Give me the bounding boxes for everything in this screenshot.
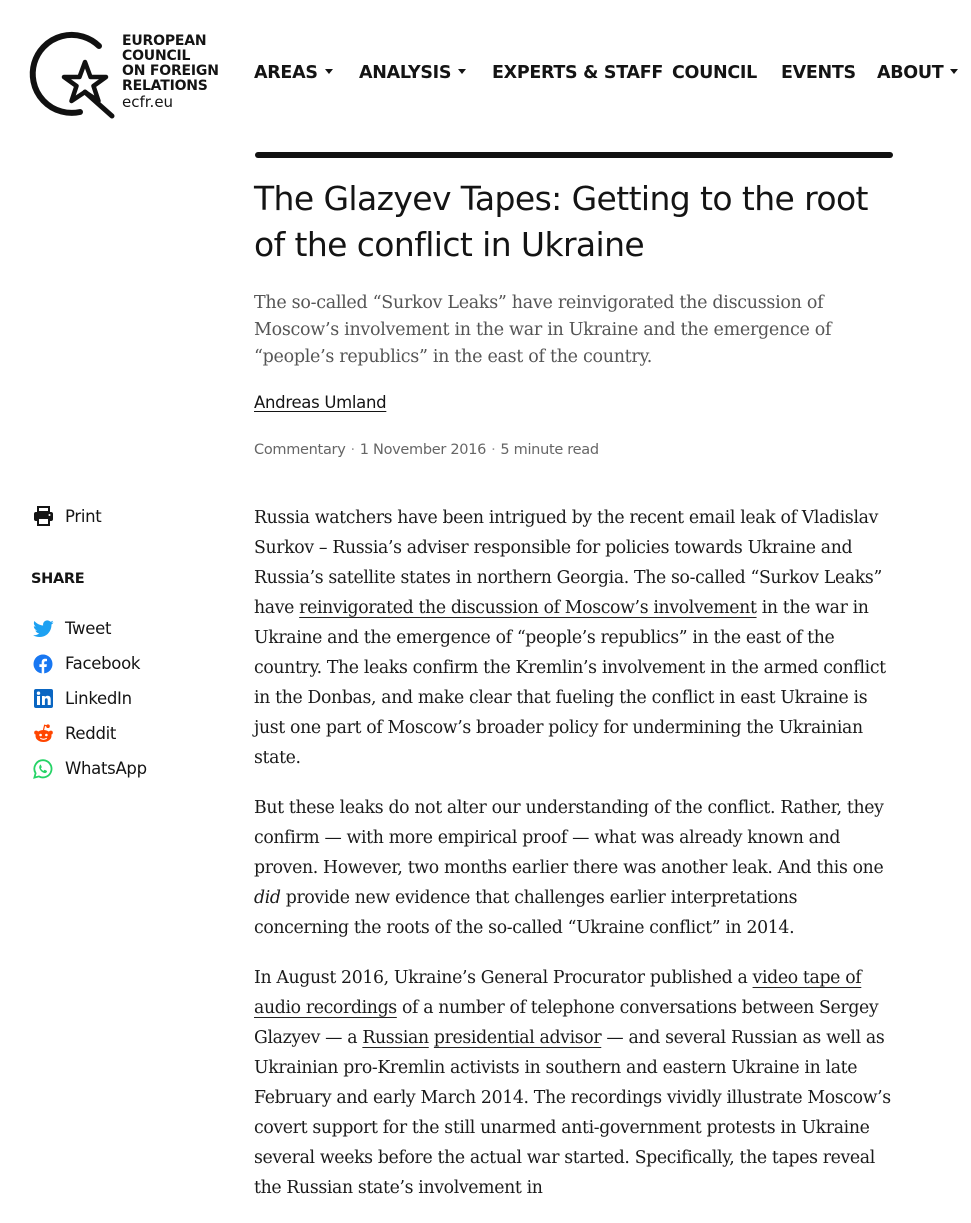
article-paragraph <box>254 503 894 773</box>
article-standfirst: The so-called “Surkov Leaks” have reinvigorated the discussion of Moscow’s involvement in the war in Ukraine and the emergence of “people’s republics” in the east of the country. <box>254 293 832 367</box>
nav-item-events[interactable] <box>781 63 856 83</box>
nav-item-about[interactable] <box>877 63 958 83</box>
article-title: The Glazyev Tapes: Getting to the root of the conflict in Ukraine <box>254 179 868 264</box>
logo-url: ecfr.eu <box>122 93 174 111</box>
article-read-time: 5 minute read <box>500 442 599 458</box>
meta-separator: · <box>491 442 496 458</box>
facebook-icon <box>32 653 54 675</box>
nav-item-areas[interactable] <box>254 63 333 83</box>
article-body <box>254 503 894 1223</box>
logo-line-1: EUROPEAN <box>122 33 207 49</box>
paragraph-text: provide new evidence that challenges earlier interpretations concerning the roots of the so-called “Ukraine conflict” in 2014. <box>254 888 798 938</box>
share-reddit[interactable] <box>32 716 147 751</box>
paragraph-text: — and several Russian as well as Ukrainian pro-Kremlin activists in southern and eastern Ukraine in late February and early March 2014. The recordings vividly illustrate Moscow’s covert support for the still unarmed anti-government protests in Ukraine several weeks before the actual war started. Specifically, the tapes reveal the Russian state’s involvement in <box>254 1028 891 1198</box>
nav-item-council[interactable] <box>672 63 757 83</box>
article-top-rule <box>255 152 893 158</box>
inline-link[interactable]: Russian <box>362 1028 429 1048</box>
share-label: WhatsApp <box>65 759 147 778</box>
share-label: Tweet <box>65 619 112 638</box>
print-label: Print <box>65 506 102 526</box>
nav-item-label: EXPERTS & STAFF <box>492 63 664 83</box>
chevron-down-icon <box>458 69 466 74</box>
nav-item-label: AREAS <box>254 63 318 83</box>
article-meta <box>254 442 599 458</box>
printer-icon <box>32 505 54 527</box>
nav-item-experts-staff[interactable] <box>492 63 663 83</box>
author-link[interactable]: Andreas Umland <box>254 393 387 412</box>
nav-item-label: ANALYSIS <box>359 63 452 83</box>
paragraph-text: of a number of telephone conversations between Sergey Glazyev — a <box>254 998 879 1048</box>
emphasis-text: did <box>254 888 281 908</box>
meta-separator: · <box>350 442 355 458</box>
paragraph-text: In August 2016, Ukraine’s General Procurator published a <box>254 968 753 988</box>
inline-link[interactable]: presidential advisor <box>433 1028 602 1048</box>
whatsapp-icon <box>32 758 54 780</box>
nav-item-label: EVENTS <box>781 63 856 83</box>
reddit-icon <box>32 723 54 745</box>
inline-link[interactable]: reinvigorated the discussion of Moscow’s involvement <box>299 598 757 618</box>
article-date: 1 November 2016 <box>359 442 487 458</box>
nav-item-analysis[interactable] <box>359 63 466 83</box>
ecfr-star-logo-icon <box>28 24 120 124</box>
share-twitter[interactable] <box>32 611 147 646</box>
share-linkedin[interactable] <box>32 681 147 716</box>
logo-line-3: ON FOREIGN <box>122 63 219 79</box>
nav-item-label: COUNCIL <box>672 63 757 83</box>
share-label: LinkedIn <box>65 689 132 708</box>
twitter-icon <box>32 618 54 640</box>
share-list <box>32 611 147 786</box>
nav-item-label: ABOUT <box>877 63 944 83</box>
share-whatsapp[interactable] <box>32 751 147 786</box>
chevron-down-icon <box>950 69 958 74</box>
share-heading: SHARE <box>31 571 85 587</box>
chevron-down-icon <box>325 69 333 74</box>
paragraph-text: Russia watchers have been intrigued by the recent email leak of Vladislav Surkov – Russia’s adviser responsible for policies towards Ukraine and Russia’s satellite states in northern Georgia. The so-called “Surkov Leaks” have <box>254 508 882 618</box>
logo-line-2: COUNCIL <box>122 48 191 64</box>
inline-link[interactable]: video tape of audio recordings <box>254 968 862 1018</box>
article-type: Commentary <box>254 442 346 458</box>
logo-line-4: RELATIONS <box>122 78 208 94</box>
paragraph-text: in the war in Ukraine and the emergence of “people’s republics” in the east of the country. The leaks confirm the Kremlin’s involvement in the armed conflict in the Donbas, and make clear that fueling the conflict in east Ukraine is just one part of Moscow’s broader policy for undermining the Ukrainian state. <box>254 598 886 768</box>
print-button[interactable] <box>32 505 101 527</box>
linkedin-icon <box>32 688 54 710</box>
logo-wordmark <box>122 34 219 94</box>
paragraph-text: But these leaks do not alter our understanding of the conflict. Rather, they confirm — with more empirical proof — what was already known and proven. However, two months earlier there was another leak. And this one <box>254 798 884 878</box>
site-logo[interactable] <box>28 24 228 124</box>
article-paragraph <box>254 963 894 1203</box>
share-facebook[interactable] <box>32 646 147 681</box>
share-label: Reddit <box>65 724 117 743</box>
article-paragraph <box>254 793 894 943</box>
share-label: Facebook <box>65 654 141 673</box>
